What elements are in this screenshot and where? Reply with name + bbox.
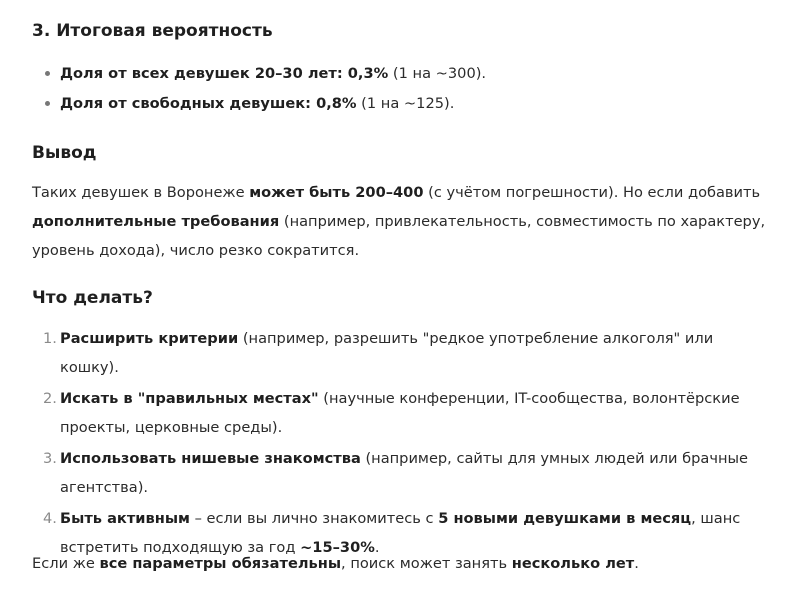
text: уровень дохода), число резко сократится. bbox=[32, 242, 360, 259]
text: (с учётом погрешности). Но если добавить bbox=[423, 184, 761, 201]
list-item bbox=[32, 324, 772, 382]
text: проекты, церковные среды). bbox=[60, 419, 283, 436]
text: (научные конференции, IT-сообщества, волонтёрские bbox=[318, 390, 740, 407]
list-item bbox=[32, 59, 486, 88]
text: Если же bbox=[32, 555, 100, 572]
text: (1 на ~125). bbox=[356, 95, 455, 112]
list-item bbox=[32, 89, 486, 118]
bold-text: Искать в "правильных местах" bbox=[60, 390, 319, 407]
text: , поиск может занять bbox=[341, 555, 512, 572]
final-paragraph bbox=[32, 549, 772, 578]
bold-text: ~15–30% bbox=[300, 539, 375, 556]
text: (например, разрешить "редкое употребление алкоголя" или кошку). bbox=[60, 330, 714, 376]
bold-text: Доля от свободных девушек: 0,8% bbox=[60, 95, 357, 112]
bold-text: несколько лет bbox=[511, 555, 635, 572]
text: агентства). bbox=[60, 479, 149, 496]
list-item bbox=[32, 384, 772, 442]
section-heading-conclusion: Вывод bbox=[32, 143, 97, 163]
bold-text: все параметры обязательны bbox=[99, 555, 342, 572]
text: (например, сайты для умных людей или брачные bbox=[360, 450, 749, 467]
text: (1 на ~300). bbox=[388, 65, 487, 82]
bold-text: Использовать нишевые знакомства bbox=[60, 450, 361, 467]
list-number: 2. bbox=[43, 390, 57, 407]
conclusion-paragraph bbox=[32, 178, 772, 265]
text: – если вы лично знакомитесь с bbox=[189, 510, 439, 527]
bold-text: Расширить критерии bbox=[60, 330, 239, 347]
list-number: 4. bbox=[43, 510, 57, 527]
text: (например, привлекательность, совместимость по характеру, bbox=[279, 213, 766, 230]
action-steps-list bbox=[32, 324, 772, 564]
text: встретить подходящую за год bbox=[60, 539, 301, 556]
section-heading-what-to-do: Что делать? bbox=[32, 288, 153, 308]
list-number: 3. bbox=[43, 450, 57, 467]
bold-text: Доля от всех девушек 20–30 лет: 0,3% bbox=[60, 65, 389, 82]
text: Таких девушек в Воронеже bbox=[32, 184, 250, 201]
text: , шанс bbox=[691, 510, 741, 527]
list-item bbox=[32, 444, 772, 502]
text: . bbox=[374, 539, 380, 556]
text: . bbox=[634, 555, 639, 572]
list-number: 1. bbox=[43, 330, 57, 347]
bold-text: дополнительные требования bbox=[32, 213, 280, 230]
bold-text: Быть активным bbox=[60, 510, 190, 527]
bold-text: 5 новыми девушками в месяц bbox=[438, 510, 692, 527]
bold-text: может быть 200–400 bbox=[249, 184, 424, 201]
section-heading-final-probability: 3. Итоговая вероятность bbox=[32, 21, 273, 41]
probability-list bbox=[32, 59, 486, 119]
